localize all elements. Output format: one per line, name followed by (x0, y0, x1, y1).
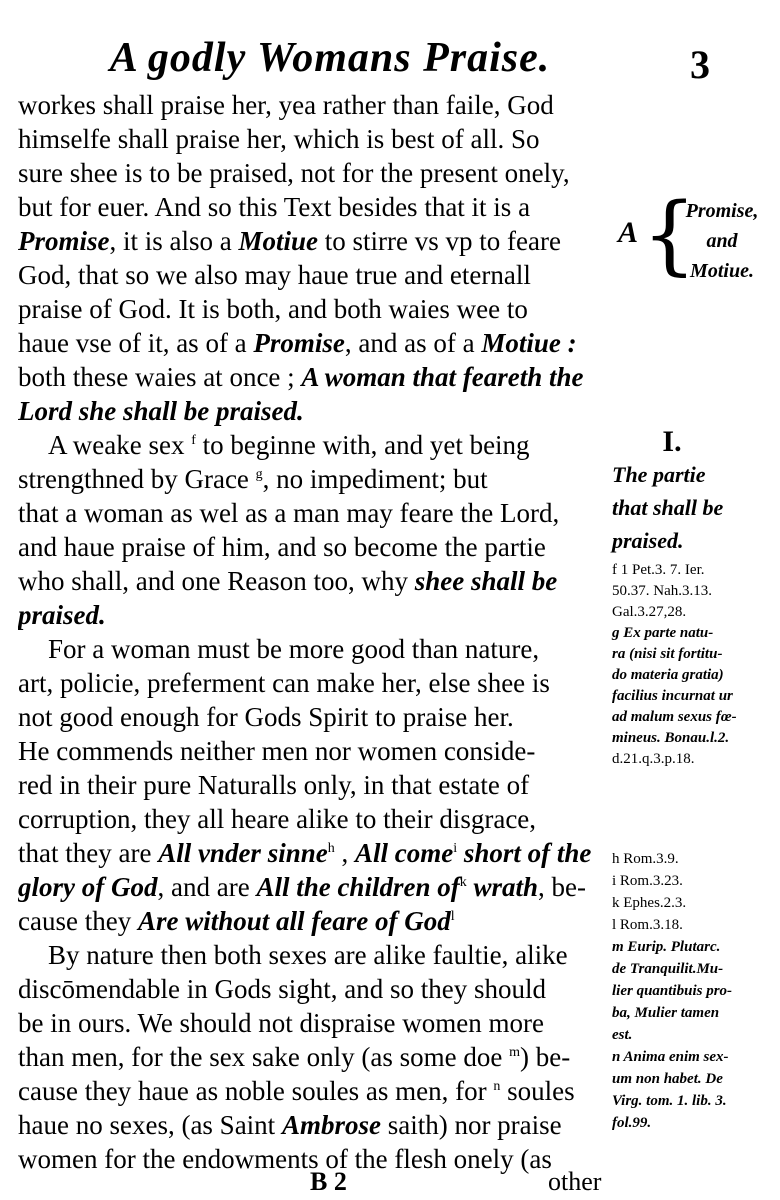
footnote-ref: k (459, 875, 467, 890)
section-numeral: I. (662, 425, 682, 458)
margin-note-line: k Ephes.2.3. (612, 895, 687, 911)
text-line: discōmendable in Gods sight, and so they should (18, 974, 546, 1004)
text-run: that they are (18, 838, 159, 868)
text-run: , and are (157, 872, 257, 902)
text-line (18, 1040, 608, 1074)
margin-note-line: n Anima enim sex- (612, 1049, 729, 1065)
running-title: A godly Womans Praise. (109, 35, 551, 81)
margin-word: and (706, 230, 738, 252)
text-run: haue vse of it, as of a (18, 328, 254, 358)
page-number: 3 (690, 42, 710, 87)
margin-note-line: do materia gratia) (612, 667, 724, 683)
margin-note-line: Gal.3.27,28. (612, 604, 687, 620)
text-line: art, policie, preferment can make her, else shee is (18, 668, 550, 698)
text-run: than men, for the sex sake only (as some doe (18, 1042, 510, 1072)
text-run: , (334, 838, 355, 868)
text-line (18, 836, 608, 870)
text-line: himselfe shall praise her, which is best of all. So (18, 124, 540, 154)
text-line: By nature then both sexes are alike faultie, alike (48, 940, 568, 970)
margin-note-line: Virg. tom. 1. lib. 3. (612, 1093, 727, 1109)
margin-notes-f-g (612, 560, 772, 770)
text-run: , and as of a (344, 328, 482, 358)
margin-note-line: fol.99. (612, 1115, 652, 1131)
italic-term: Motiue : (481, 328, 577, 358)
margin-note-line: de Tranquilit.Mu- (612, 961, 724, 977)
margin-word: Promise, (685, 200, 759, 222)
text-line: For a woman must be more good than nature, (48, 634, 540, 664)
catchword: other (548, 1167, 602, 1196)
footnote-ref: l (450, 909, 455, 924)
margin-note-line: 50.37. Nah.3.13. (612, 583, 712, 599)
italic-term: Promise (18, 226, 110, 256)
text-run: to beginne with, and yet being (195, 430, 530, 460)
italic-quote: wrath (466, 872, 538, 902)
margin-note-line: g Ex parte natu- (612, 625, 714, 641)
text-line (18, 1108, 608, 1142)
text-run: cause they haue as noble soules as men, for (18, 1076, 494, 1106)
italic-quote: short of the (457, 838, 592, 868)
footnote-ref: m (509, 1045, 521, 1060)
margin-note-line: ra (nisi sit fortitu- (612, 646, 723, 662)
margin-note-line: d.21.q.3.p.18. (612, 751, 695, 767)
margin-note-line: f 1 Pet.3. 7. Ier. (612, 562, 705, 578)
main-text-block (18, 88, 608, 1174)
text-run: both these waies at once ; (18, 362, 302, 392)
footnote-ref: h (327, 841, 335, 856)
margin-note-line: ba, Mulier tamen (612, 1005, 720, 1021)
margin-letter: A (618, 216, 639, 249)
margin-word: Motiue. (690, 260, 754, 282)
text-line: God, that so we also may haue true and eternall (18, 260, 531, 290)
text-line: be in ours. We should not dispraise women more (18, 1008, 544, 1038)
text-run: , no impediment; but (262, 464, 488, 494)
text-line: sure shee is to be praised, not for the present onely, (18, 158, 570, 188)
italic-quote: All the children of (256, 872, 460, 902)
italic-quote: Are without all feare of God (137, 906, 451, 936)
margin-note-line: i Rom.3.23. (612, 873, 683, 889)
margin-note-line: m Eurip. Plutarc. (612, 939, 721, 955)
footnote-ref: n (493, 1079, 501, 1094)
text-run: to stirre vs vp to feare (318, 226, 561, 256)
text-line (18, 326, 608, 360)
text-line (18, 564, 608, 598)
text-line: red in their pure Naturalls only, in that estate of (18, 770, 530, 800)
margin-heading-line: praised. (612, 528, 684, 553)
text-line: that a woman as wel as a man may feare the Lord, (18, 498, 560, 528)
text-run: soules (500, 1076, 575, 1106)
text-run: saith) nor praise (380, 1110, 562, 1140)
text-run: , it is also a (109, 226, 239, 256)
italic-quote: glory of God (18, 872, 158, 902)
margin-words (672, 196, 772, 286)
text-line: workes shall praise her, yea rather than faile, God (18, 90, 554, 120)
margin-notes-h-n (612, 848, 772, 1134)
footnote-ref: i (453, 841, 458, 856)
margin-note-line: l Rom.3.18. (612, 917, 683, 933)
margin-promise-motive (612, 185, 772, 287)
text-line (18, 360, 608, 394)
margin-note-line: est. (612, 1027, 633, 1043)
text-line: and haue praise of him, and so become the partie (18, 532, 546, 562)
text-line: He commends neither men nor women conside- (18, 736, 536, 766)
text-line: Lord she shall be praised. (18, 396, 304, 426)
text-run: , be- (538, 872, 586, 902)
margin-note-line: lier quantibuis pro- (612, 983, 733, 999)
text-run: cause they (18, 906, 138, 936)
text-line (18, 428, 608, 462)
margin-heading-line: The partie (612, 462, 706, 487)
text-line (18, 904, 608, 938)
italic-quote: All vnder sinne (158, 838, 328, 868)
text-line: corruption, they all heare alike to their disgrace, (18, 804, 537, 834)
brace-glyph: { (642, 185, 697, 285)
margin-heading (612, 458, 762, 557)
footnote-ref: g (255, 467, 263, 482)
margin-note-line: facilius incurnat ur (612, 688, 733, 704)
italic-term: Promise (253, 328, 345, 358)
text-run: A weake sex (48, 430, 192, 460)
margin-heading-line: that shall be (612, 495, 724, 520)
italic-quote: A woman that feareth the (301, 362, 584, 392)
text-line (18, 1074, 608, 1108)
margin-note-line: ad malum sexus fœ- (612, 709, 737, 725)
signature-mark: B 2 (310, 1167, 347, 1196)
text-run: strengthned by Grace (18, 464, 256, 494)
footnote-ref: f (191, 433, 196, 448)
text-line (18, 224, 608, 258)
text-run: who shall, and one Reason too, why (18, 566, 415, 596)
text-line: women for the endowments of the flesh onely (as (18, 1144, 552, 1174)
italic-quote: shee shall be (414, 566, 558, 596)
italic-term: Motiue (238, 226, 319, 256)
text-line: praise of God. It is both, and both waies wee to (18, 294, 528, 324)
text-run: ) be- (520, 1042, 571, 1072)
margin-note-line: um non habet. De (612, 1071, 723, 1087)
italic-name: Ambrose (281, 1110, 381, 1140)
text-line: not good enough for Gods Spirit to praise her. (18, 702, 514, 732)
text-line: but for euer. And so this Text besides that it is a (18, 192, 531, 222)
margin-note-line: mineus. Bonau.l.2. (612, 730, 730, 746)
text-run: haue no sexes, (as Saint (18, 1110, 282, 1140)
text-line (18, 870, 608, 904)
margin-note-line: h Rom.3.9. (612, 851, 679, 867)
text-line (18, 462, 608, 496)
text-line: praised. (18, 600, 106, 630)
italic-quote: All come (354, 838, 454, 868)
